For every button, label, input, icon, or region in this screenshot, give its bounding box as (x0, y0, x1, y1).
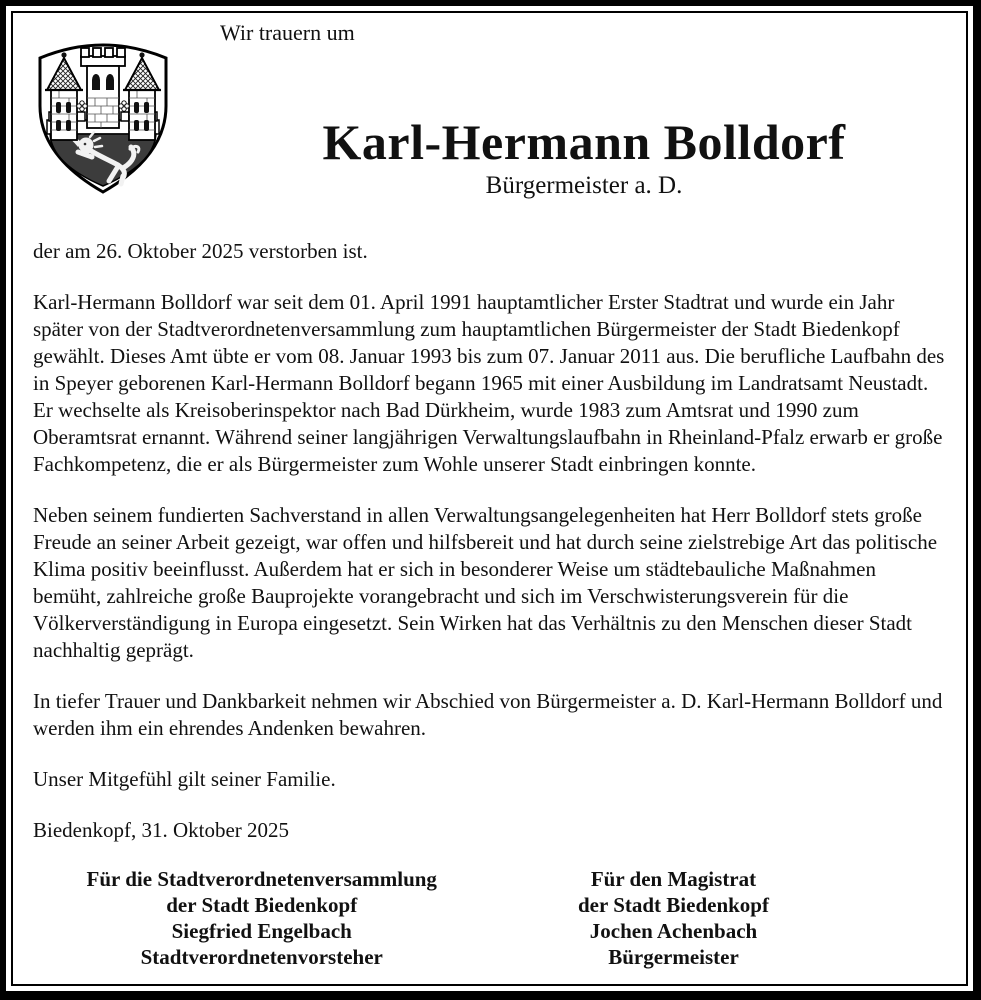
biedenkopf-coat-of-arms-icon (33, 16, 173, 199)
appreciation-paragraph: Neben seinem fundierten Sachverstand in allen Verwaltungsangelegenheiten hat Herr Bolldorf stets große Freude an seiner Arbeit gezeigt, war offen und hilfsbereit und hat durch seine zielstrebige Art das politische Klima positiv beeinflusst. Außerdem hat er sich in besonderer Weise um städtebauliche Maßnahmen bemüht, zahlreiche große Bauprojekte vorangebracht und sich im Verschwisterungsverein für die Völkerverständigung in Europa eingesetzt. Sein Wirken hat das Verhältnis zu den Menschen dieser Stadt nachhaltig geprägt. (33, 503, 938, 662)
signature-block (33, 866, 948, 970)
header-text-block (220, 20, 948, 202)
death-date-line: der am 26. Oktober 2025 verstorben ist. (33, 239, 368, 263)
deceased-title: Bürgermeister a. D. (485, 172, 683, 199)
signature-line: der Stadt Biedenkopf (166, 893, 358, 917)
dateline: Biedenkopf, 31. Oktober 2025 (33, 818, 290, 842)
intro-line: Wir trauern um (220, 20, 355, 45)
signature-line: Jochen Achenbach (589, 919, 758, 943)
signature-line: Für die Stadtverordnetenversammlung (86, 867, 437, 891)
deceased-name: Karl-Hermann Bolldorf (322, 114, 846, 170)
obituary-body (33, 238, 948, 844)
signature-stadtverordnetenversammlung (33, 866, 491, 970)
signature-line: Für den Magistrat (590, 867, 757, 891)
signature-magistrat (491, 866, 857, 970)
signature-line: Siegfried Engelbach (171, 919, 352, 943)
notice-header (33, 20, 948, 202)
signature-line: Bürgermeister (608, 945, 739, 969)
farewell-paragraph: In tiefer Trauer und Dankbarkeit nehmen wir Abschied von Bürgermeister a. D. Karl-Hermann Bolldorf und werden ihm ein ehrendes Andenken bewahren. (33, 689, 943, 740)
career-paragraph: Karl-Hermann Bolldorf war seit dem 01. April 1991 hauptamtlicher Erster Stadtrat und wurde ein Jahr später von der Stadtverordnetenversammlung zum hauptamtlichen Bürgermeister der Stadt Biedenkopf gewählt. Dieses Amt übte er vom 08. Januar 1993 bis zum 07. Januar 2011 aus. Die berufliche Laufbahn des in Speyer geborenen Karl-Hermann Bolldorf begann 1965 mit einer Ausbildung im Landratsamt Neustadt. Er wechselte als Kreisoberinspektor nach Bad Dürkheim, wurde 1983 zum Amtsrat und 1990 zum Oberamtsrat ernannt. Während seiner langjährigen Verwaltungslaufbahn in Rheinland-Pfalz erwarb er große Fachkompetenz, die er als Bürgermeister zum Wohle unserer Stadt einbringen konnte. (33, 290, 945, 476)
signature-line: Stadtverordnetenvorsteher (140, 945, 383, 969)
condolence-line: Unser Mitgefühl gilt seiner Familie. (33, 767, 336, 791)
signature-line: der Stadt Biedenkopf (578, 893, 769, 917)
obituary-content (33, 14, 948, 980)
